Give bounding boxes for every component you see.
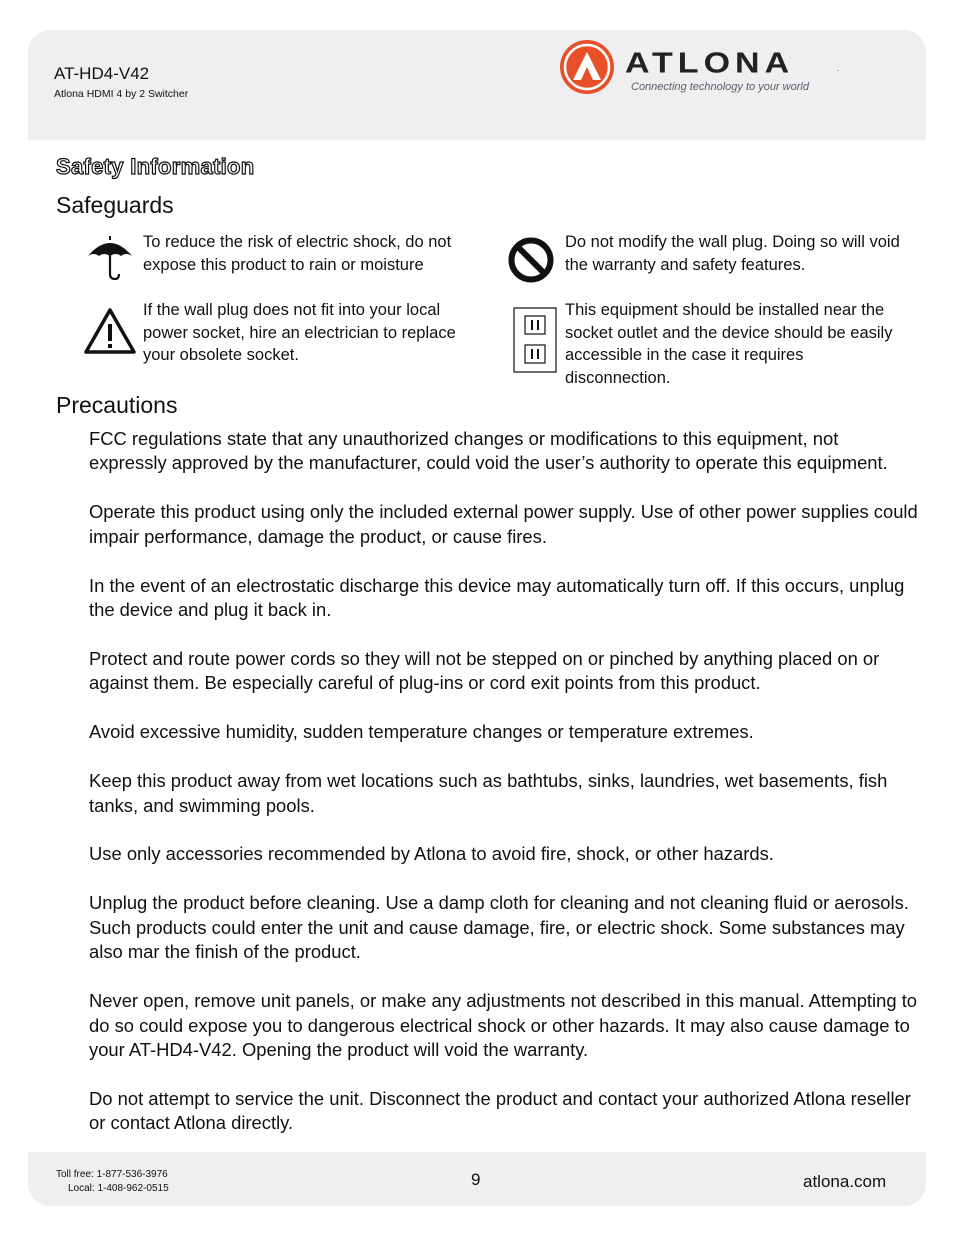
precaution-paragraph: Operate this product using only the included external power supply. Use of other power supplies could impair performance, damage the product, or cause fires. bbox=[89, 501, 918, 547]
website-link[interactable]: atlona.com bbox=[803, 1172, 887, 1191]
precaution-paragraph: Keep this product away from wet locations such as bathtubs, sinks, laundries, wet basements, fish tanks, and swimming pools. bbox=[89, 770, 888, 816]
precaution-paragraph: Do not attempt to service the unit. Disconnect the product and contact your authorized Atlona reseller or contact Atlona directly. bbox=[89, 1087, 911, 1134]
contact-phones bbox=[56, 1168, 169, 1196]
model-name: AT-HD4-V42 bbox=[54, 64, 150, 83]
precautions-heading: Precautions bbox=[56, 392, 178, 418]
logo-registered: . bbox=[837, 64, 840, 73]
logo-tagline: Connecting technology to your world bbox=[631, 81, 809, 93]
precaution-paragraph: Avoid excessive humidity, sudden temperature changes or temperature extremes. bbox=[89, 721, 754, 743]
precaution-paragraph: Unplug the product before cleaning. Use a damp cloth for cleaning and not cleaning fluid or aerosols. Such products could enter the unit and cause damage, fire, or electric shock. Some substances may also mar the finish of the product. bbox=[89, 892, 909, 963]
safeguard-text-1: To reduce the risk of electric shock, do not expose this product to rain or moisture bbox=[143, 233, 452, 274]
umbrella-icon bbox=[86, 234, 134, 287]
page-title: Safety Information bbox=[56, 154, 255, 179]
warning-icon bbox=[83, 307, 137, 360]
precaution-paragraph: In the event of an electrostatic discharge this device may automatically turn off. If this occurs, unplug the device and plug it back in. bbox=[89, 574, 905, 621]
precaution-paragraph: Never open, remove unit panels, or make any adjustments not described in this manual. Attempting to do so could expose you to dangerous electrical shock or other hazards. It may also cause damage to your AT-HD4-V42. Opening the product will void the warranty. bbox=[89, 990, 918, 1060]
logo-wordmark: ATLONA bbox=[625, 47, 795, 80]
page-number: 9 bbox=[471, 1170, 481, 1189]
safeguard-text-4: This equipment should be installed near the socket outlet and the device should be easily accessible in the case it requires disconnection. bbox=[565, 301, 893, 387]
toll-free-phone: Toll free: 1-877-536-3976 bbox=[56, 1169, 168, 1180]
no-symbol-icon bbox=[507, 236, 555, 289]
safeguard-text-3: If the wall plug does not fit into your local power socket, hire an electrician to replace your obsolete socket. bbox=[143, 301, 456, 364]
precaution-paragraph: Use only accessories recommended by Atlona to avoid fire, shock, or other hazards. bbox=[89, 843, 774, 865]
model-description: Atlona HDMI 4 by 2 Switcher bbox=[54, 88, 189, 100]
outlet-icon bbox=[513, 307, 557, 378]
atlona-logo-icon bbox=[560, 40, 614, 94]
precaution-paragraph: Protect and route power cords so they will not be stepped on or pinched by anything placed on or against them. Be especially careful of plug-ins or cord exit points from this product. bbox=[89, 647, 880, 694]
precaution-paragraph: FCC regulations state that any unauthorized changes or modifications to this equipment, not expressly approved by the manufacturer, could void the user’s authority to operate this equipment. bbox=[89, 428, 888, 474]
safeguard-text-2: Do not modify the wall plug. Doing so will void the warranty and safety features. bbox=[565, 233, 900, 274]
safeguards-heading: Safeguards bbox=[56, 192, 174, 218]
precautions-list bbox=[89, 427, 919, 1160]
local-phone: Local: 1-408-962-0515 bbox=[68, 1183, 169, 1194]
